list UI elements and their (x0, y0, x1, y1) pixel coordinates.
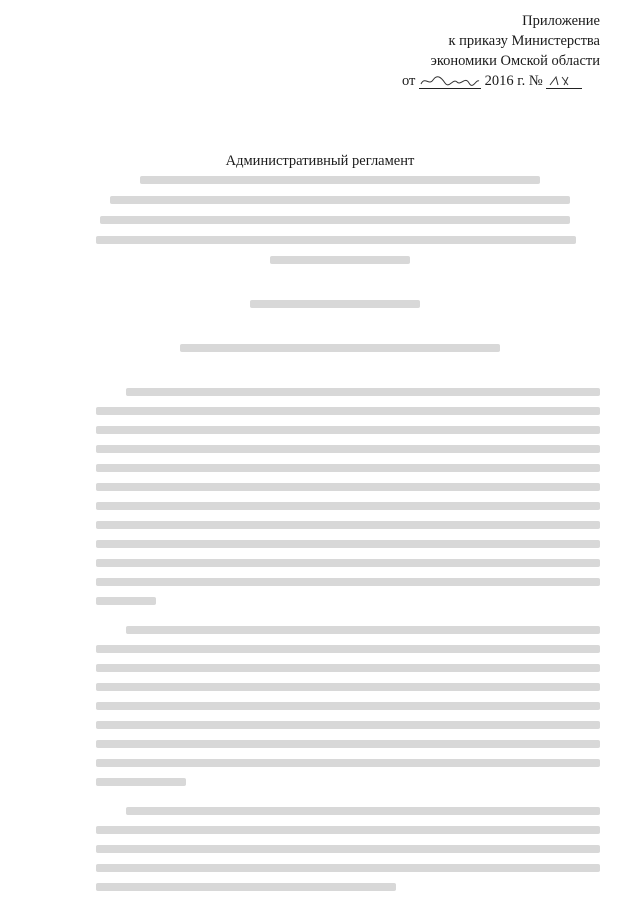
handwritten-date (419, 74, 481, 89)
handwritten-date-signature-icon (419, 74, 481, 88)
appendix-date-line (402, 72, 582, 90)
subsection-heading-placeholder (180, 344, 500, 352)
document-title: Административный регламент (225, 153, 415, 169)
appendix-line-1: Приложение (522, 13, 600, 29)
handwritten-number (546, 74, 582, 89)
subtitle-line-2-placeholder (110, 196, 570, 204)
from-label: от (402, 73, 416, 89)
section-heading-placeholder (250, 300, 420, 308)
subtitle-line-5-placeholder (270, 256, 410, 264)
subtitle-line-1-placeholder (140, 176, 540, 184)
appendix-line-2: к приказу Министерства (448, 33, 600, 49)
subtitle-line-3-placeholder (100, 216, 570, 224)
subtitle-line-4-placeholder (96, 236, 576, 244)
year-number-label: 2016 г. № (484, 73, 543, 89)
appendix-line-3: экономики Омской области (430, 53, 600, 69)
handwritten-number-signature-icon (546, 74, 582, 88)
